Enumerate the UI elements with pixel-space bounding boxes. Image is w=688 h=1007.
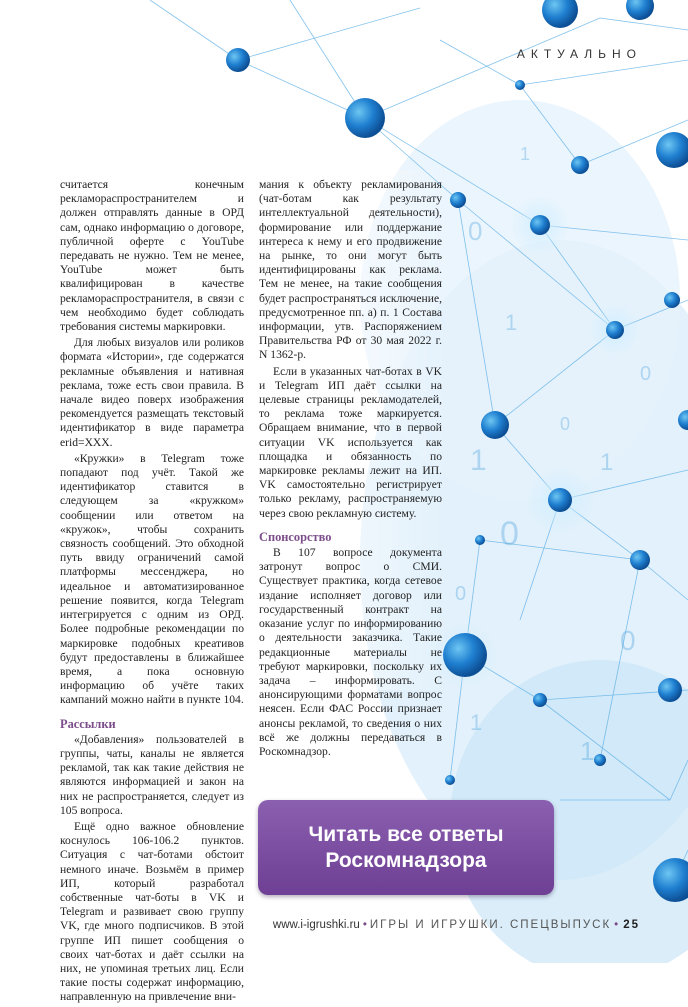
subheading-sponsorship: Спонсорство [259, 529, 332, 544]
svg-text:1: 1 [470, 444, 487, 477]
article-column-left [60, 178, 244, 1007]
svg-text:1: 1 [520, 144, 531, 164]
svg-text:0: 0 [620, 625, 636, 656]
svg-text:0: 0 [640, 363, 652, 385]
svg-text:0: 0 [560, 414, 571, 434]
paragraph: считается конечным рекламораспространителем и должен отправлять данные в ОРД сам, однако информацию о договоре, публичной оферте с YouTube передавать не нужно. Тем не менее, YouTube может быть квалифицирован в качестве рекламораспространителя, в связи с чем необходимо будет соблюдать требования системы маркировки. [60, 178, 244, 334]
footer-separator: • [362, 919, 367, 931]
footer-magazine-title: ИГРЫ И ИГРУШКИ. СПЕЦВЫПУСК [369, 919, 612, 931]
svg-text:0: 0 [500, 515, 519, 553]
paragraph: Для любых визуалов или роликов формата «Истории», где содержатся рекламные объявления и нативная реклама, тоже есть свои правила. В начале видео поверх изображения рекомендуется размещать текстовый идентификатор в виде параметра erid=XXX. [60, 336, 244, 449]
page-footer [273, 919, 640, 931]
paragraph: «Добавления» пользователей в группы, чаты, каналы не является рекламой, так как такие действия не являются информацией и закон на них не распространяется, следует из 105 вопроса. [60, 732, 244, 817]
footer-separator: • [614, 919, 619, 931]
cta-line-1: Читать все ответы [308, 822, 504, 846]
svg-text:1: 1 [470, 710, 483, 735]
read-all-answers-button[interactable] [258, 800, 554, 895]
subheading-mailings: Рассылки [60, 716, 116, 731]
article-column-right [259, 178, 442, 761]
section-label: АКТУАЛЬНО [516, 47, 642, 61]
paragraph: В 107 вопросе документа затронут вопрос о СМИ. Существует практика, когда сетевое издание исполняет договор или государственный контракт на оказание услуг по информированию о деятельности заказчика. Такие редакционные материалы не требуют маркировки, поскольку их задача – информировать. С анонсирующими форматами вопрос неясен. Если ФАС России признает анонсы рекламой, то сведения о них всё же должны передаваться в Роскомнадзор. [259, 546, 442, 758]
footer-site-link[interactable]: www.i-igrushki.ru [272, 919, 360, 931]
paragraph: «Кружки» в Telegram тоже попадают под учёт. Такой же идентификатор ставится в следующем за «кружком» сообщении или ответом на «кружок», чтобы сохранить связность сообщений. Это обходной путь ввиду ограничений самой платформы мессенджера, но идеальное и автоматизированное решение появится, когда Telegram интегрируется с одним из ОРД. Более подробные рекомендации по маркировке подобных креативов будут предоставлены в ближайшее время, а пока основную информацию об учёте таких кампаний можно найти в пункте 104. [60, 451, 244, 707]
svg-text:1: 1 [600, 449, 614, 476]
paragraph: Ещё одно важное обновление коснулось 106-106.2 пунктов. Ситуация с чат-ботами обстоит немного иначе. Возьмём в пример ИП, который разработал собственные чат-боты в VK и Telegram и развивает свою группу VK, где много подписчиков. В этой группе ИП пишет сообщения о своих чат-ботах и даёт ссылки на них, не упоминая третьих лиц. Если такие посты содержат информацию, направленную на привлечение вни- [60, 819, 244, 1004]
svg-text:0: 0 [455, 583, 467, 605]
svg-text:1: 1 [580, 736, 595, 766]
cta-line-2: Роскомнадзора [325, 848, 487, 872]
svg-text:1: 1 [505, 310, 518, 335]
paragraph: мания к объекту рекламирования (чат-ботам как результату интеллектуальной деятельности), формирование или поддержание интереса к нему и его продвижение на рынке, то они могут быть идентифицированы как реклама. Тем не менее, на такие сообщения будет распространяться исключение, предусмотренное пп. а) п. 1 Состава информации, утв. Распоряжением Правительства РФ от 30 мая 2022 г. N 1362-р. [259, 178, 442, 362]
svg-text:0: 0 [468, 216, 483, 246]
paragraph: Если в указанных чат-ботах в VK и Telegram ИП даёт ссылки на целевые страницы рекламодателей, то реклама тоже маркируется. Обращаем внимание, что в первой ситуации VK используется как площадка и обязанность по маркировке рекламы лежит на ИП. VK самостоятельно регистрирует только рекламу, распространяемую через свою рекламную систему. [259, 364, 442, 520]
page-number: 25 [623, 919, 640, 931]
